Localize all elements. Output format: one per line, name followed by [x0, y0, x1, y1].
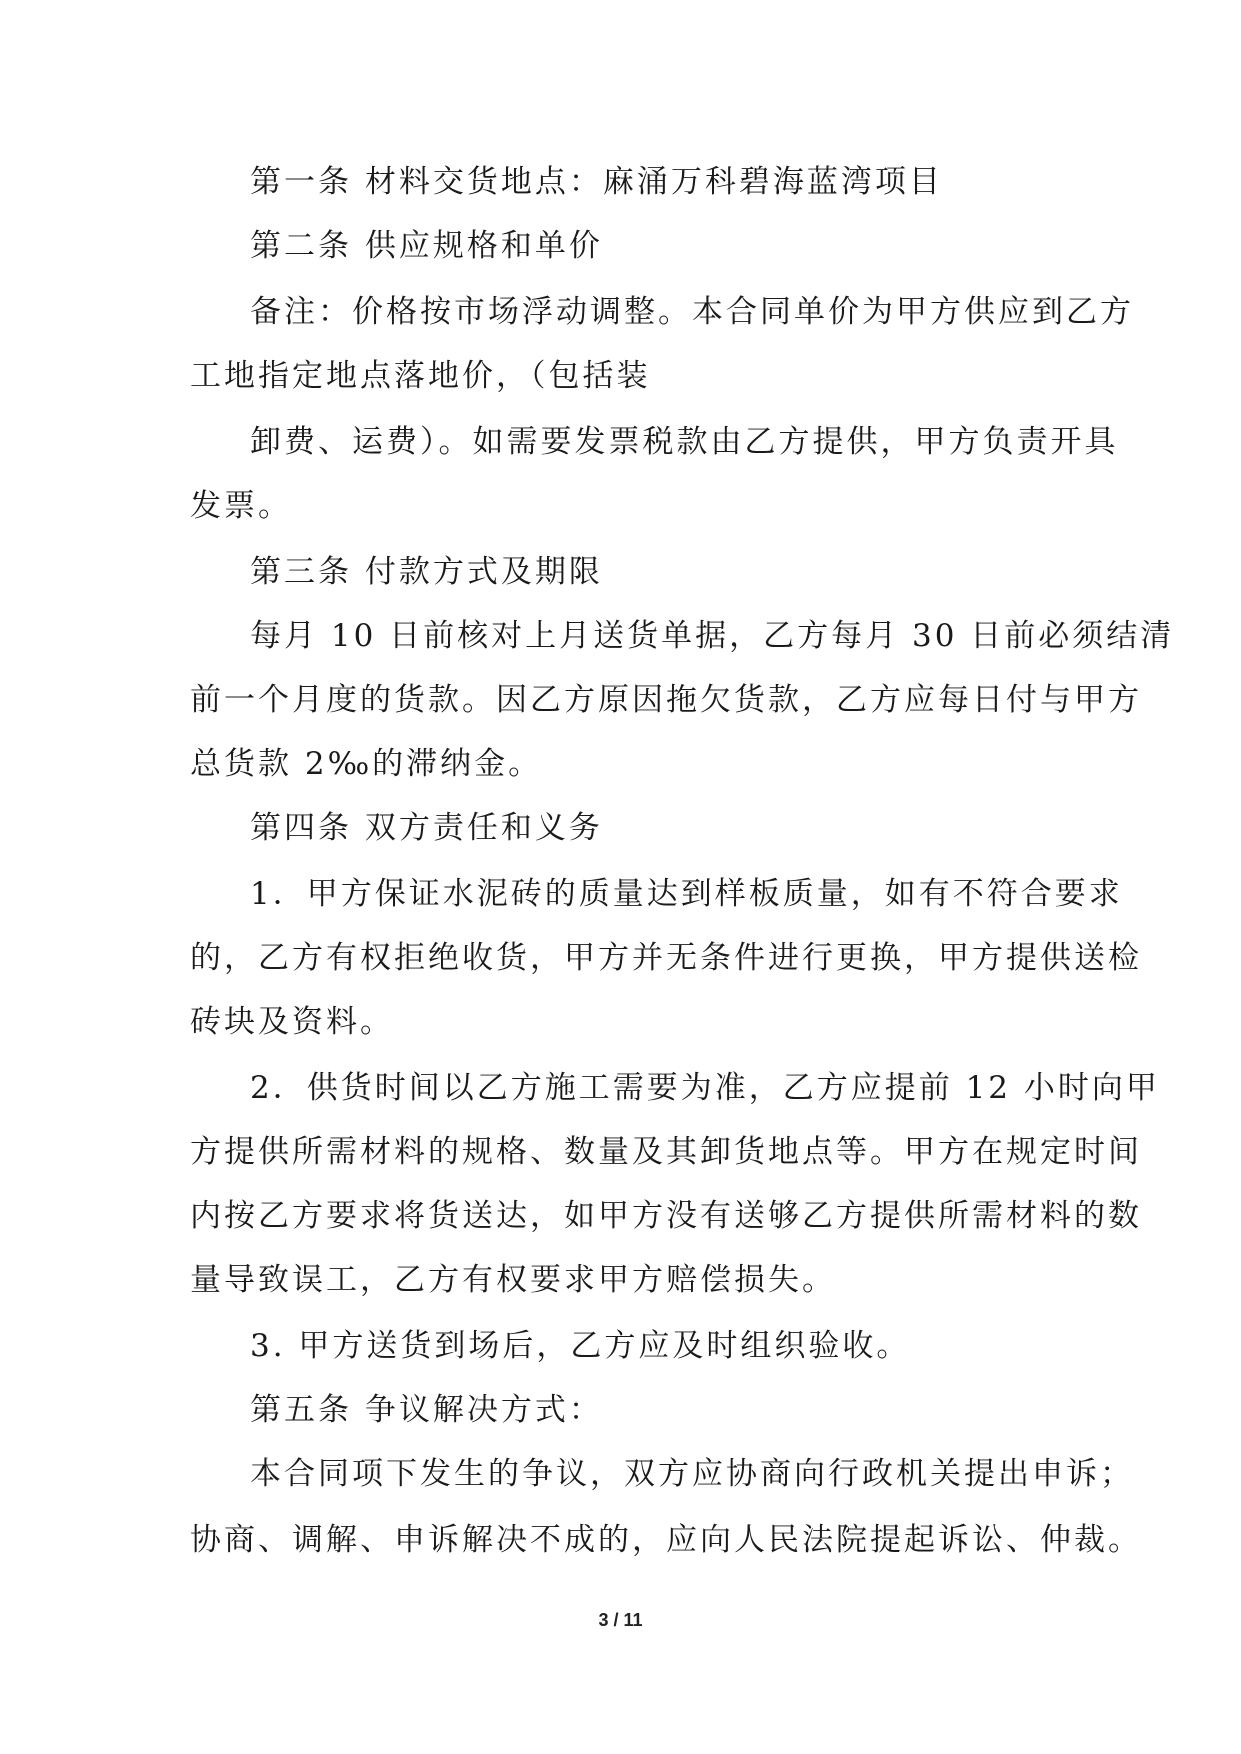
article-4-heading: 第四条 双方责任和义务 — [250, 810, 603, 846]
page-number: 3 / 11 — [598, 1610, 643, 1630]
dispute-line-1: 本合同项下发生的争议，双方应协商向行政机关提出申诉； — [250, 1456, 1134, 1492]
duty-1-line-2: 的，乙方有权拒绝收货，甲方并无条件进行更换，甲方提供送检 — [190, 940, 1142, 976]
article-1-delivery-location: 第一条 材料交货地点：麻涌万科碧海蓝湾项目 — [250, 164, 943, 200]
payment-line-2: 前一个月度的货款。因乙方原因拖欠货款，乙方应每日付与甲方 — [190, 682, 1142, 718]
note-line-4: 发票。 — [190, 488, 292, 524]
duty-1-line-3: 砖块及资料。 — [190, 1004, 394, 1040]
article-2-heading: 第二条 供应规格和单价 — [250, 228, 603, 264]
payment-line-3: 总货款 2‰的滞纳金。 — [190, 746, 543, 782]
duty-2-line-2: 方提供所需材料的规格、数量及其卸货地点等。甲方在规定时间 — [190, 1134, 1142, 1170]
duty-3-line-1: 3. 甲方送货到场后，乙方应及时组织验收。 — [250, 1328, 911, 1364]
note-line-2: 工地指定地点落地价，（包括装 — [190, 358, 651, 394]
dispute-line-2: 协商、调解、申诉解决不成的，应向人民法院提起诉讼、仲裁。 — [190, 1522, 1142, 1558]
payment-line-1: 每月 10 日前核对上月送货单据，乙方每月 30 日前必须结清 — [250, 618, 1175, 654]
article-3-heading: 第三条 付款方式及期限 — [250, 554, 603, 590]
note-line-1: 备注：价格按市场浮动调整。本合同单价为甲方供应到乙方 — [250, 294, 1134, 330]
duty-2-line-3: 内按乙方要求将货送达，如甲方没有送够乙方提供所需材料的数 — [190, 1198, 1142, 1234]
duty-2-line-1: 2．供货时间以乙方施工需要为准，乙方应提前 12 小时向甲 — [250, 1070, 1160, 1106]
note-line-3: 卸费、运费）。如需要发票税款由乙方提供，甲方负责开具 — [250, 424, 1119, 460]
duty-1-line-1: 1．甲方保证水泥砖的质量达到样板质量，如有不符合要求 — [250, 876, 1123, 912]
duty-2-line-4: 量导致误工，乙方有权要求甲方赔偿损失。 — [190, 1262, 836, 1298]
article-5-heading: 第五条 争议解决方式： — [250, 1392, 603, 1428]
